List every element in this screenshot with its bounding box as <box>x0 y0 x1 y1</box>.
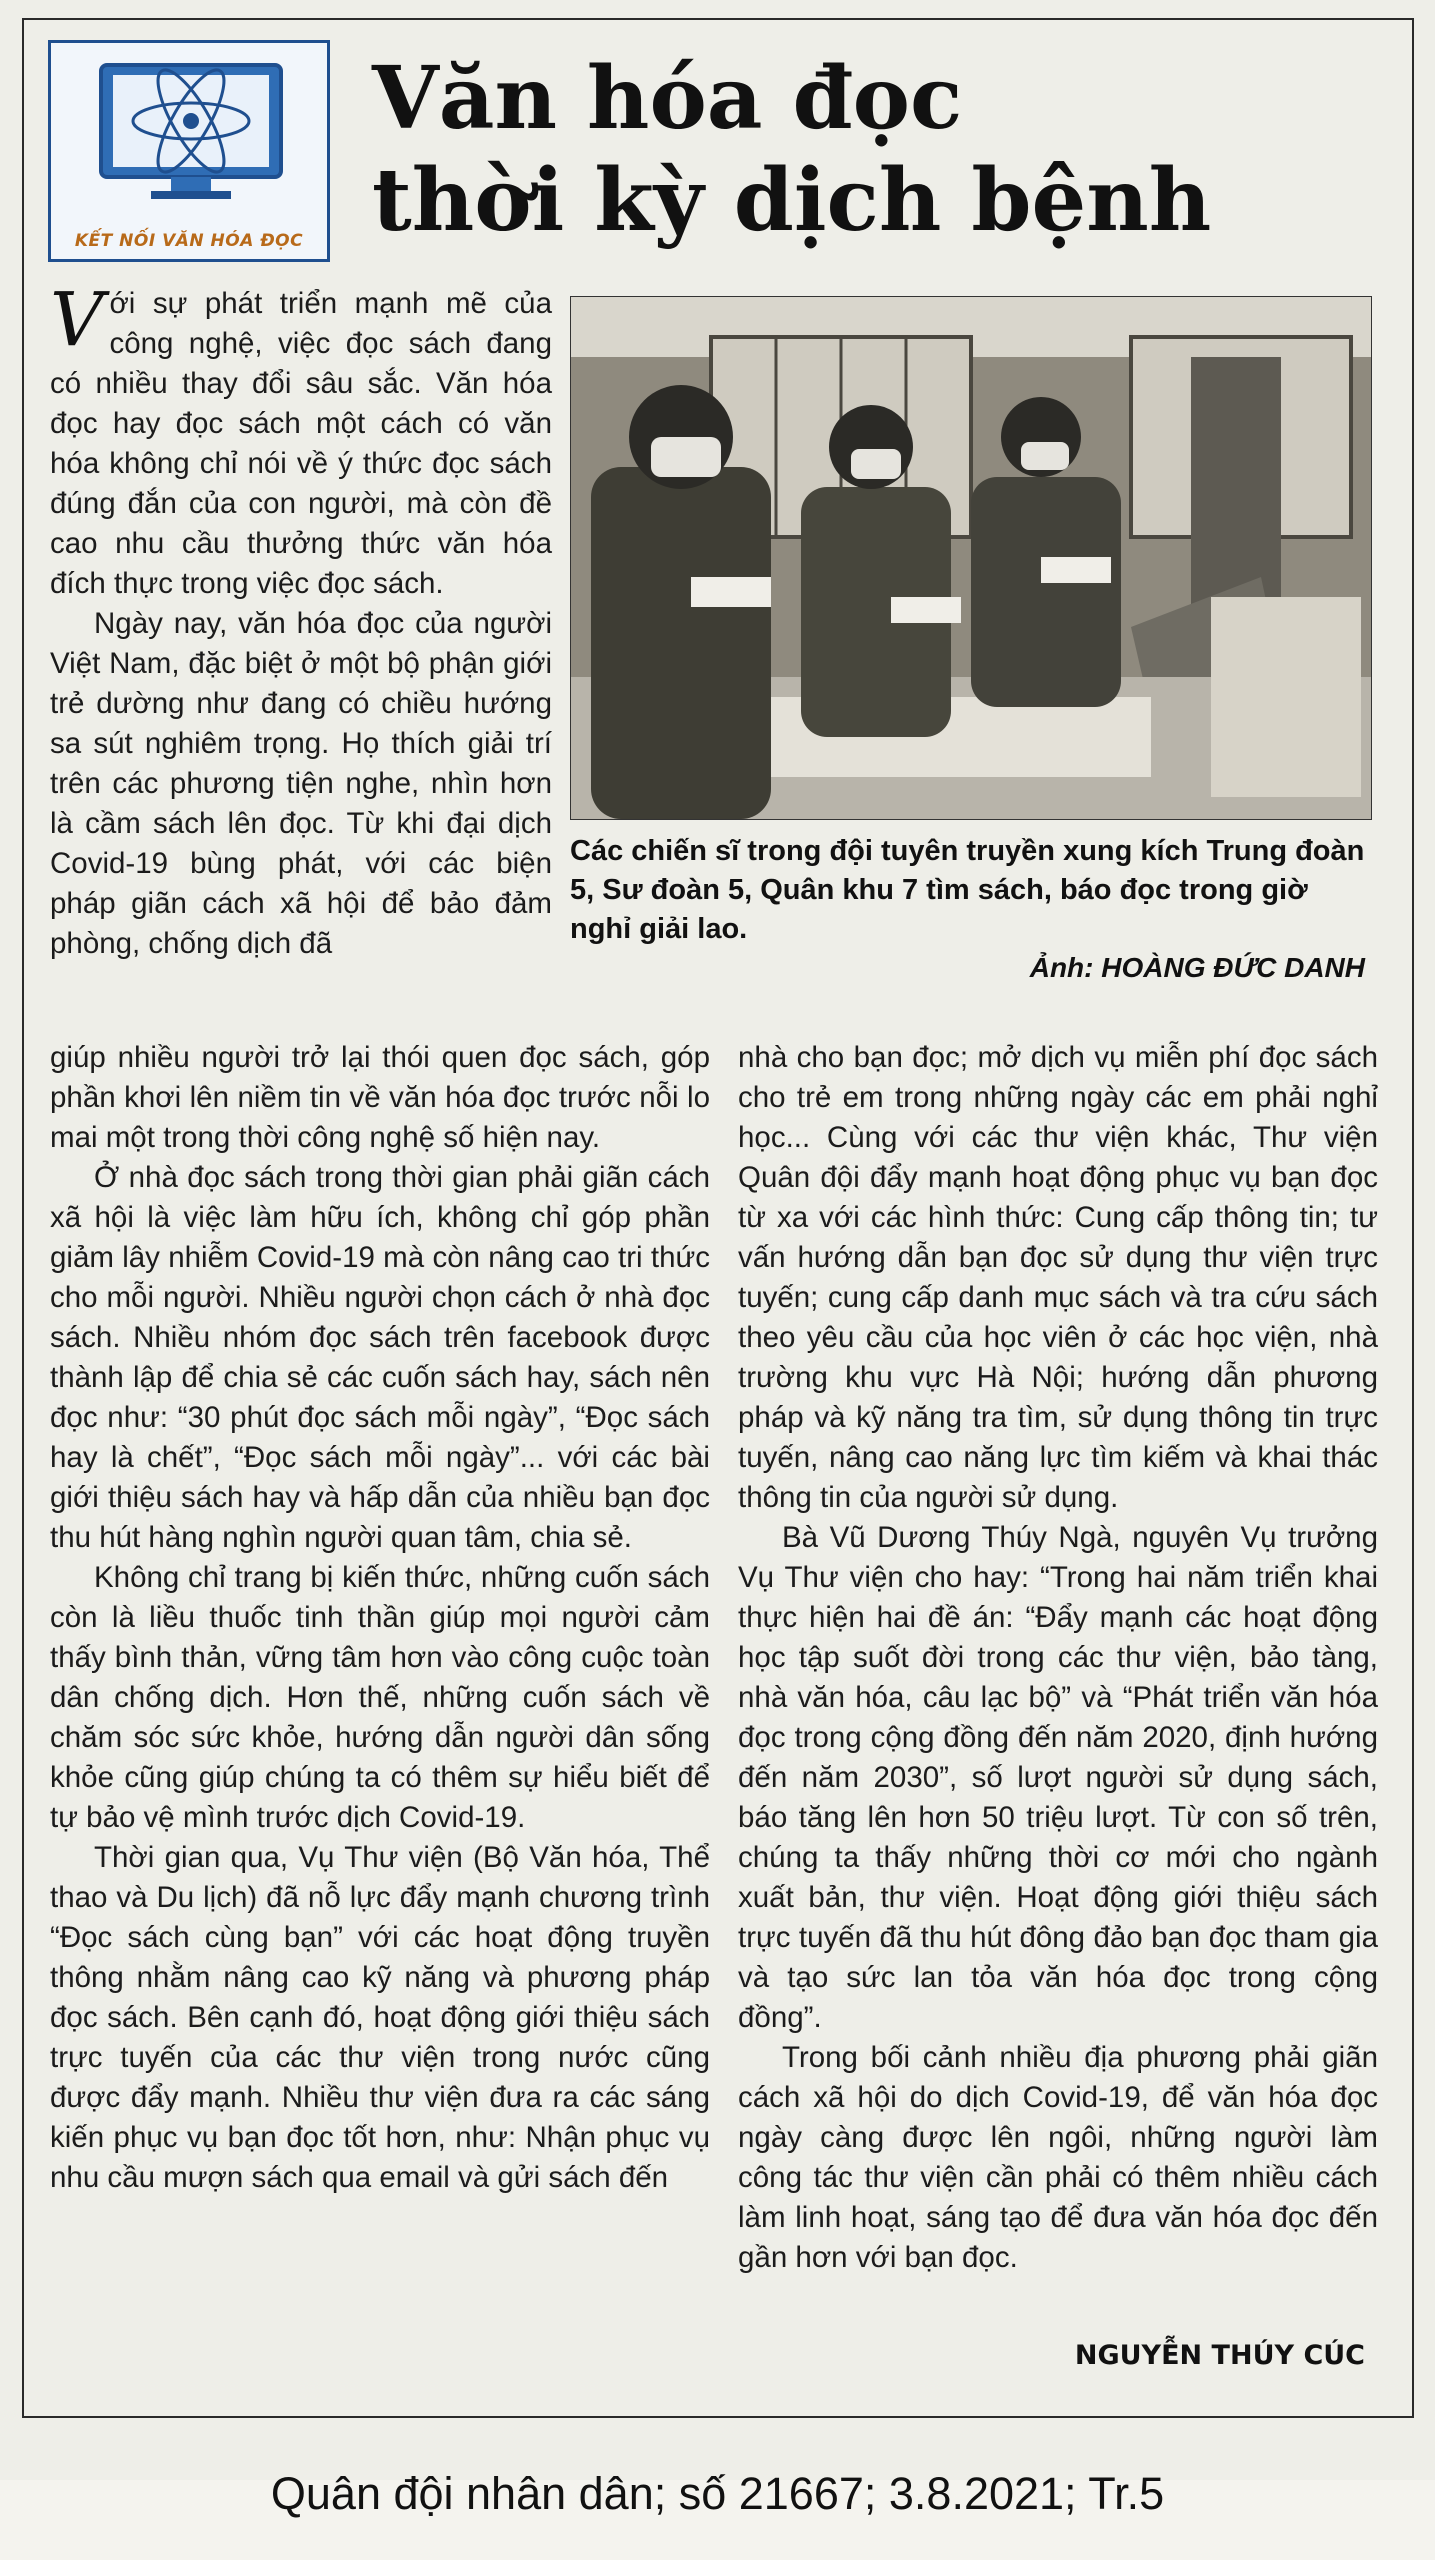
photo-illustration <box>571 297 1371 819</box>
lead-column <box>50 277 552 964</box>
computer-atom-icon <box>81 55 301 205</box>
paragraph: giúp nhiều người trở lại thói quen đọc sách, góp phần khơi lên niềm tin về văn hóa đọc trước nỗi lo mai một trong thời công nghệ số hiện nay. <box>50 1041 710 1154</box>
logo-label: KẾT NỐI VĂN HÓA ĐỌC <box>74 231 304 251</box>
paragraph: Ở nhà đọc sách trong thời gian phải giãn cách xã hội là việc làm hữu ích, không chỉ góp phần giảm lây nhiễm Covid-19 mà còn nâng cao tri thức cho mỗi người. Nhiều người chọn cách ở nhà đọc sách. Nhiều nhóm đọc sách trên facebook được thành lập để chia sẻ các cuốn sách hay, sách nên đọc như: “30 phút đọc sách mỗi ngày”, “Đọc sách hay là chết”, “Đọc sách mỗi ngày”... với các bài giới thiệu sách hay và hấp dẫn của nhiều bạn đọc thu hút hàng nghìn người quan tâm, chia sẻ. <box>50 1161 710 1554</box>
paragraph: Ngày nay, văn hóa đọc của người Việt Nam, đặc biệt ở một bộ phận giới trẻ dường như đang có chiều hướng sa sút nghiêm trọng. Họ thích giải trí trên các phương tiện nghe, nhìn hơn là cầm sách lên đọc. Từ khi đại dịch Covid-19 bùng phát, với các biện pháp giãn cách xã hội để bảo đảm phòng, chống dịch đã <box>50 607 552 960</box>
source-citation: Quân đội nhân dân; số 21667; 3.8.2021; Tr.5 <box>270 2468 1165 2519</box>
article-title <box>372 48 1372 252</box>
paragraph: Trong bối cảnh nhiều địa phương phải giãn cách xã hội do dịch Covid-19, để văn hóa đọc ngày càng được lên ngôi, những người làm công tác thư viện cần phải có thêm nhiều cách làm linh hoạt, sáng tạo để đưa văn hóa đọc đến gần hơn với bạn đọc. <box>738 2041 1378 2274</box>
paragraph: Không chỉ trang bị kiến thức, những cuốn sách còn là liều thuốc tinh thần giúp mọi người cảm thấy bình thản, vững tâm hơn vào công cuộc toàn dân chống dịch. Hơn thế, những cuốn sách về chăm sóc sức khỏe, hướng dẫn người dân sống khỏe cũng giúp chúng ta có thêm sự hiểu biết để tự bảo vệ mình trước dịch Covid-19. <box>50 1561 710 1834</box>
author-byline: NGUYỄN THÚY CÚC <box>1074 2340 1365 2371</box>
section-logo <box>48 40 330 262</box>
drop-cap: V <box>50 277 104 363</box>
paragraph: Bà Vũ Dương Thúy Ngà, nguyên Vụ trưởng Vụ Thư viện cho hay: “Trong hai năm triển khai thực hiện hai đề án: “Đẩy mạnh các hoạt động học tập suốt đời trong các thư viện, bảo tàng, nhà văn hóa, câu lạc bộ” và “Phát triển văn hóa đọc trong cộng đồng đến năm 2020, định hướng đến năm 2030”, số lượt người sử dụng sách, báo tăng lên hơn 50 triệu lượt. Từ con số trên, chúng ta thấy những thời cơ mới cho ngành xuất bản, thư viện. Hoạt động giới thiệu sách trực tuyến đã thu hút đông đảo bạn đọc tham gia và tạo sức lan tỏa văn hóa đọc trong cộng đồng”. <box>738 1521 1378 2034</box>
title-line-2: thời kỳ dịch bệnh <box>372 150 1212 251</box>
photo-credit: Ảnh: HOÀNG ĐỨC DANH <box>1029 952 1365 983</box>
paragraph: Thời gian qua, Vụ Thư viện (Bộ Văn hóa, Thể thao và Du lịch) đã nỗ lực đẩy mạnh chương trình “Đọc sách cùng bạn” với các hoạt động truyền thông nhằm nâng cao kỹ năng và phương pháp đọc sách. Bên cạnh đó, hoạt động giới thiệu sách trực tuyến của các thư viện trong nước cũng được đẩy mạnh. Nhiều thư viện đưa ra các sáng kiến phục vụ bạn đọc tốt hơn, như: Nhận phục vụ nhu cầu mượn sách qua email và gửi sách đến <box>50 1841 710 2194</box>
article-photo <box>570 296 1372 820</box>
lead-paragraph: Với sự phát triển mạnh mẽ của công nghệ, việc đọc sách đang có nhiều thay đổi sâu sắc. Văn hóa đọc hay đọc sách một cách có văn hóa không chỉ nói về ý thức đọc sách đúng đắn của con người, mà còn đề cao nhu cầu thưởng thức văn hóa đích thực trong việc đọc sách. <box>50 277 552 600</box>
body-right-column <box>738 1038 1378 2278</box>
paragraph: nhà cho bạn đọc; mở dịch vụ miễn phí đọc sách cho trẻ em trong những ngày các em phải nghỉ học... Cùng với các thư viện khác, Thư viện Quân đội đẩy mạnh hoạt động phục vụ bạn đọc từ xa với các hình thức: Cung cấp thông tin; tư vấn hướng dẫn bạn đọc sử dụng thư viện trực tuyến; cung cấp danh mục sách và tra cứu sách theo yêu cầu của học viên ở các học viện, nhà trường khu vực Hà Nội; hướng dẫn phương pháp và kỹ năng tra tìm, sử dụng thông tin trực tuyến, nâng cao năng lực tìm kiếm và khai thác thông tin của người sử dụng. <box>738 1041 1378 1514</box>
title-line-1: Văn hóa đọc <box>372 48 963 149</box>
photo-caption: Các chiến sĩ trong đội tuyên truyền xung kích Trung đoàn 5, Sư đoàn 5, Quân khu 7 tìm sách, báo đọc trong giờ nghỉ giải lao. <box>570 835 1365 945</box>
body-left-column <box>50 1038 710 2198</box>
